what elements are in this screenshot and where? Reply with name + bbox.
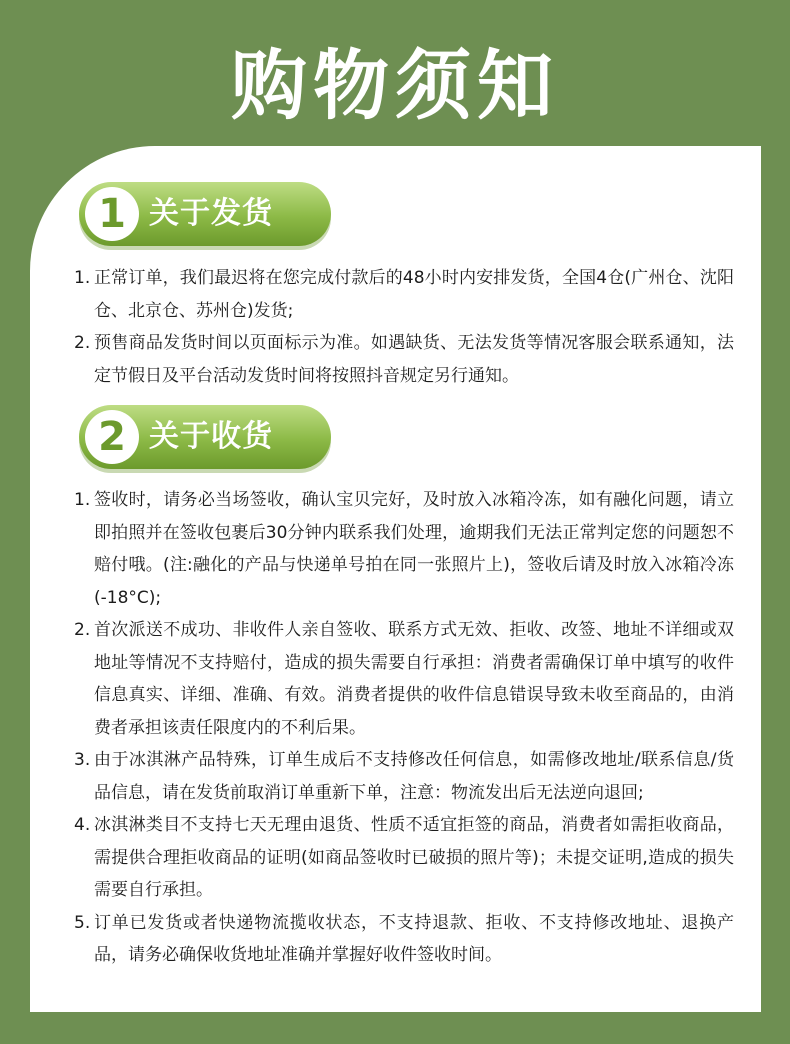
- list-item: [74, 907, 734, 972]
- shipping-list: [74, 262, 734, 392]
- section-heading-receiving: [79, 405, 331, 469]
- list-item: [74, 744, 734, 809]
- item-number: 1.: [74, 490, 91, 510]
- section-heading-shipping: [79, 182, 331, 246]
- section-number-badge: 2: [85, 410, 139, 464]
- item-text: 冰淇淋类目不支持七天无理由退货、性质不适宜拒签的商品，消费者如需拒收商品，需提供合理拒收商品的证明(如商品签收时已破损的照片等)；未提交证明,造成的损失需要自行承担。: [94, 815, 734, 900]
- item-number: 2.: [74, 620, 91, 640]
- page-title: 购物须知: [231, 41, 559, 130]
- item-text: 正常订单，我们最迟将在您完成付款后的48小时内安排发货，全国4仓(广州仓、沈阳仓、北京仓、苏州仓)发货;: [94, 268, 734, 321]
- list-item: [74, 262, 734, 327]
- item-number: 4.: [74, 815, 91, 835]
- section-number-badge: 1: [85, 187, 139, 241]
- item-text: 订单已发货或者快递物流揽收状态，不支持退款、拒收、不支持修改地址、退换产品，请务必确保收货地址准确并掌握好收件签收时间。: [94, 912, 734, 965]
- receiving-list: [74, 484, 734, 972]
- list-item: [74, 484, 734, 614]
- item-text: 由于冰淇淋产品特殊，订单生成后不支持修改任何信息，如需修改地址/联系信息/货品信息，请在发货前取消订单重新下单，注意：物流发出后无法逆向退回;: [94, 750, 734, 803]
- section-heading-label: 关于收货: [149, 419, 273, 454]
- item-number: 2.: [74, 333, 91, 353]
- item-number: 1.: [74, 268, 91, 288]
- item-number: 5.: [74, 912, 91, 933]
- item-text: 首次派送不成功、非收件人亲自签收、联系方式无效、拒收、改签、地址不详细或双地址等情况不支持赔付，造成的损失需要自行承担：消费者需确保订单中填写的收件信息真实、详细、准确、有效。消费者提供的收件信息错误导致未收至商品的，由消费者承担该责任限度内的不利后果。: [94, 620, 734, 738]
- item-number: 3.: [74, 750, 91, 770]
- section-heading-label: 关于发货: [149, 196, 273, 231]
- item-text: 预售商品发货时间以页面标示为准。如遇缺货、无法发货等情况客服会联系通知，法定节假日及平台活动发货时间将按照抖音规定另行通知。: [94, 333, 734, 386]
- list-item: [74, 809, 734, 907]
- content-card: [30, 146, 761, 1012]
- item-text: 签收时，请务必当场签收，确认宝贝完好，及时放入冰箱冷冻，如有融化问题，请立即拍照并在签收包裹后30分钟内联系我们处理，逾期我们无法正常判定您的问题恕不赔付哦。(注:融化的产品与快递单号拍在同一张照片上)，签收后请及时放入冰箱冷冻(-18°C);: [94, 490, 734, 608]
- list-item: [74, 614, 734, 744]
- list-item: [74, 327, 734, 392]
